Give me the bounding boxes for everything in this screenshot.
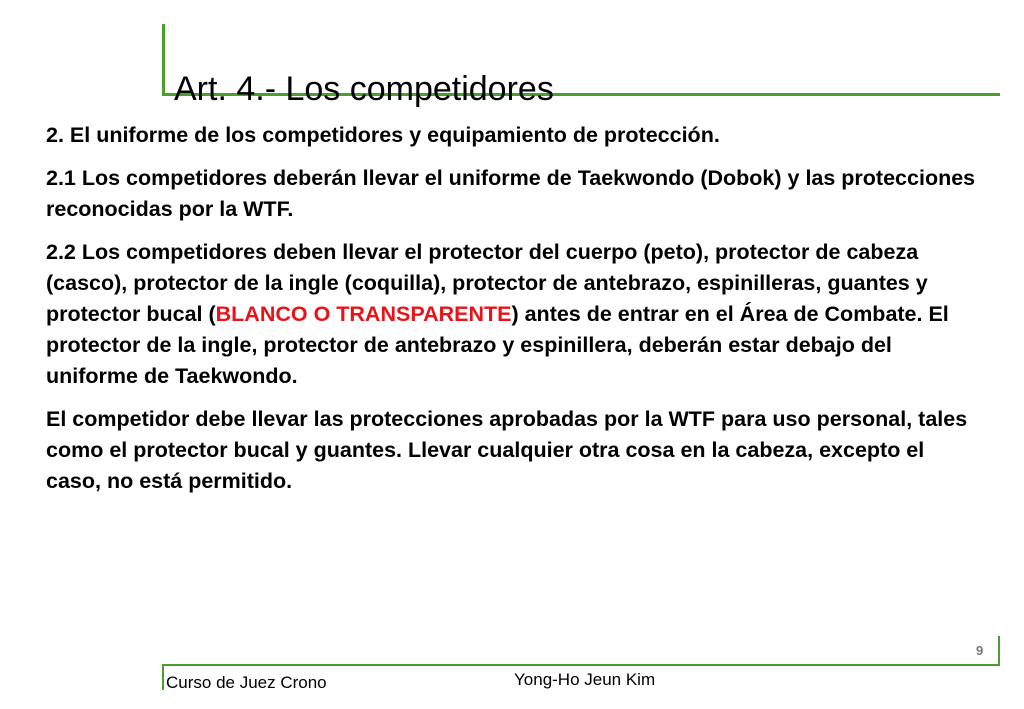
paragraph-2-1: 2.1 Los competidores deberán llevar el uniforme de Taekwondo (Dobok) y las protecciones reconocidas por la WTF. (46, 166, 976, 221)
footer-accent-vertical-bar-right (998, 636, 1000, 666)
title-accent-vertical-bar (162, 24, 165, 96)
paragraph-2-2-highlight: BLANCO O TRANSPARENTE (215, 302, 512, 326)
slide-body (46, 120, 976, 509)
footer-accent-vertical-bar-left (162, 664, 164, 690)
footer-author: Yong-Ho Jeun Kim (514, 670, 656, 689)
paragraph-2-2-text-before: 2.2 Los competidores deben llevar el protector del cuerpo (peto), protector de cabeza (casco), protector de la ingle (coquilla), protector de antebrazo, espinilleras, guantes y protector bucal ( (46, 240, 928, 326)
footer-accent-horizontal-rule (162, 664, 1000, 666)
slide-title: Art. 4.- Los competidores (174, 69, 554, 108)
footer-course-name: Curso de Juez Crono (166, 673, 327, 692)
page-number: 9 (976, 643, 984, 658)
paragraph-competitor-protections: El competidor debe llevar las protecciones aprobadas por la WTF para uso personal, tales como el protector bucal y guantes. Llevar cualquier otra cosa en la cabeza, excepto el caso, no está permitido. (46, 407, 968, 493)
paragraph-2-2 (46, 237, 976, 392)
section-heading: 2. El uniforme de los competidores y equipamiento de protección. (46, 123, 720, 147)
paragraph-2-2-text-after: ) antes de entrar en el Área de Combate. El protector de la ingle, protector de antebrazo y espinillera, deberán estar debajo del uniforme de Taekwondo. (46, 302, 949, 388)
